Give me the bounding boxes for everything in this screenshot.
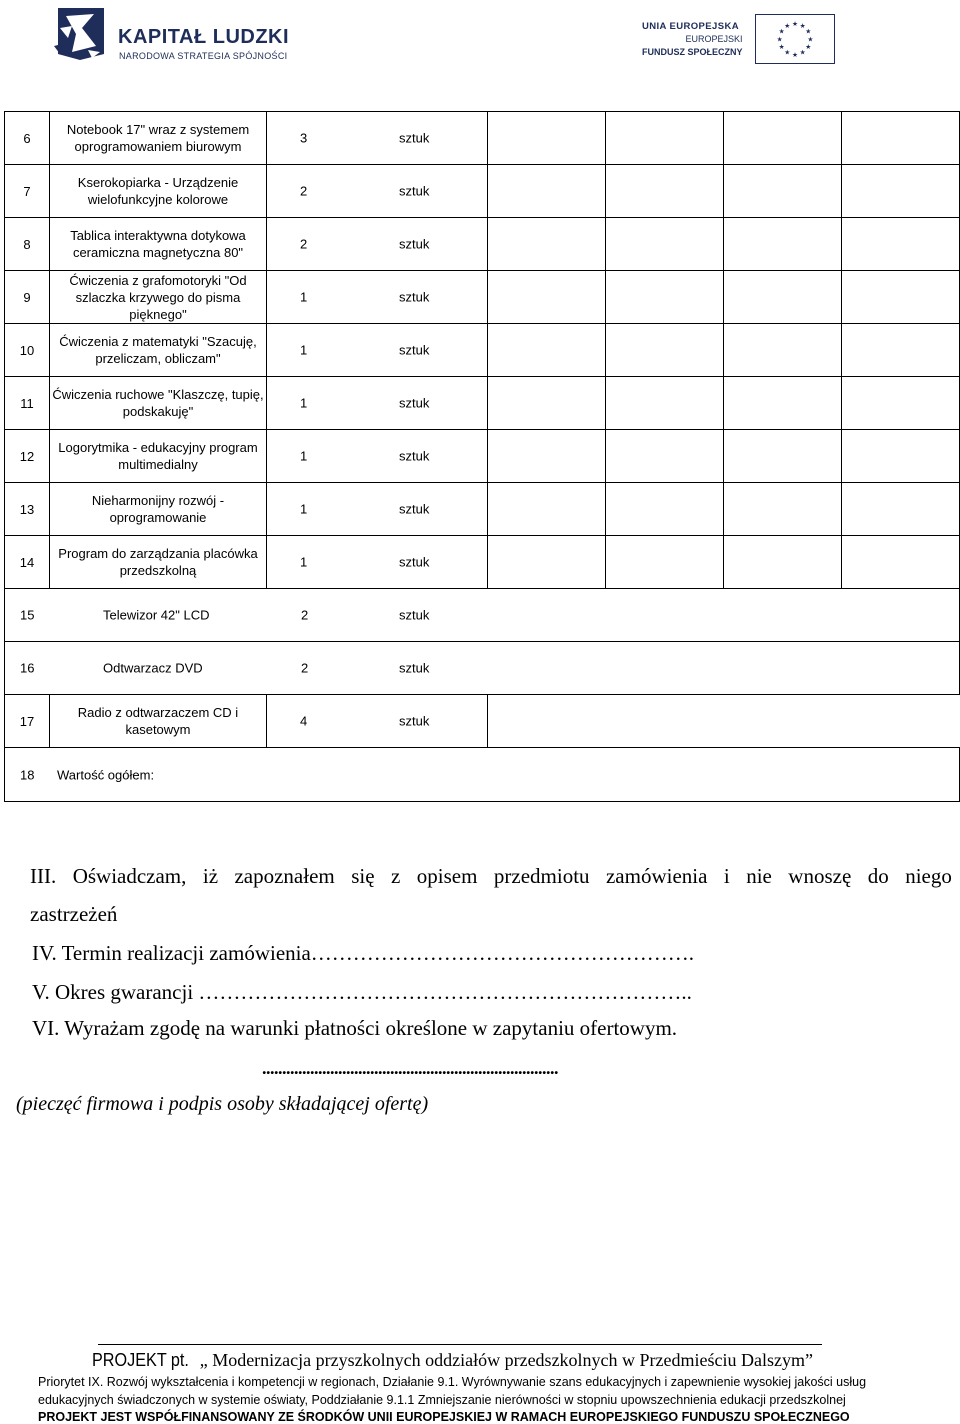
item-name: Tablica interaktywna dotykowa ceramiczna magnetyczna 80" bbox=[50, 218, 267, 271]
item-quantity-cell bbox=[267, 536, 488, 589]
table-row bbox=[5, 112, 960, 165]
item-name: Ćwiczenia z matematyki "Szacuję, przeliczam, obliczam" bbox=[50, 324, 267, 377]
item-unit: sztuk bbox=[399, 236, 430, 252]
item-name: Telewizor 42" LCD bbox=[103, 607, 210, 623]
item-number: 12 bbox=[5, 430, 50, 483]
logo-title: KAPITAŁ LUDZKI bbox=[118, 26, 290, 48]
table-row bbox=[5, 642, 960, 695]
empty-cell bbox=[606, 165, 724, 218]
footer-cofinancing-notice: PROJEKT JEST WSPÓŁFINANSOWANY ZE ŚRODKÓW UNII EUROPEJSKIEJ W RAMACH EUROPEJSKIEGO FUNDUSZU SPOŁECZNEGO bbox=[38, 1410, 850, 1424]
item-quantity: 4 bbox=[300, 713, 308, 729]
item-quantity-cell bbox=[267, 218, 488, 271]
item-name: Notebook 17" wraz z systemem oprogramowaniem biurowym bbox=[50, 112, 267, 165]
empty-cell bbox=[606, 483, 724, 536]
item-unit: sztuk bbox=[399, 660, 430, 676]
item-quantity-cell bbox=[267, 271, 488, 324]
eu-star-icon: ★ bbox=[807, 35, 814, 44]
statement-word: i bbox=[723, 864, 730, 888]
item-quantity: 1 bbox=[300, 554, 308, 570]
items-table bbox=[4, 111, 960, 802]
total-label: Wartość ogółem: bbox=[57, 767, 155, 782]
table-row bbox=[5, 589, 960, 642]
logo-subtitle: NARODOWA STRATEGIA SPÓJNOŚCI bbox=[119, 51, 288, 61]
eu-star-icon: ★ bbox=[791, 50, 799, 59]
table-row bbox=[5, 695, 960, 748]
eu-logo-line2: EUROPEJSKI bbox=[685, 34, 743, 44]
table-row bbox=[5, 271, 960, 324]
item-unit: sztuk bbox=[399, 554, 430, 570]
eu-star-icon: ★ bbox=[805, 43, 812, 52]
item-number: 18 bbox=[20, 767, 35, 782]
empty-cell bbox=[842, 165, 960, 218]
empty-cell bbox=[488, 536, 606, 589]
empty-cell bbox=[724, 377, 842, 430]
item-quantity-cell bbox=[267, 695, 488, 748]
empty-cell bbox=[842, 112, 960, 165]
empty-cell bbox=[842, 324, 960, 377]
eu-star-icon: ★ bbox=[784, 22, 791, 31]
eu-star-icon: ★ bbox=[791, 20, 799, 29]
empty-cell bbox=[488, 430, 606, 483]
empty-cell bbox=[606, 377, 724, 430]
empty-cell bbox=[606, 324, 724, 377]
footer-divider bbox=[98, 1344, 822, 1345]
signature-line: .......................................................................... bbox=[262, 1058, 558, 1078]
merged-row-cell bbox=[5, 589, 960, 642]
item-quantity-cell bbox=[267, 483, 488, 536]
empty-cell bbox=[488, 218, 606, 271]
item-quantity-cell bbox=[267, 324, 488, 377]
item-quantity-cell bbox=[267, 377, 488, 430]
empty-cell bbox=[488, 483, 606, 536]
statement-word: zamówienia bbox=[605, 864, 708, 888]
item-number: 15 bbox=[20, 607, 35, 623]
item-quantity-cell bbox=[267, 112, 488, 165]
item-name: Logorytmika - edukacyjny program multimedialny bbox=[50, 430, 267, 483]
empty-cell bbox=[724, 536, 842, 589]
item-quantity: 1 bbox=[300, 289, 308, 305]
item-quantity: 2 bbox=[301, 660, 309, 676]
item-name: Ćwiczenia z grafomotoryki "Od szlaczka krzywego do pisma pięknego" bbox=[50, 271, 267, 324]
item-unit: sztuk bbox=[399, 183, 430, 199]
item-name: Ćwiczenia ruchowe "Klaszczę, tupię, podskakuję" bbox=[50, 377, 267, 430]
empty-cell bbox=[488, 112, 606, 165]
kapital-ludzki-emblem-icon bbox=[52, 6, 106, 62]
item-quantity: 2 bbox=[300, 183, 308, 199]
statement-word: iż bbox=[202, 864, 219, 888]
signature-caption: (pieczęć firmowa i podpis osoby składającej ofertę) bbox=[16, 1093, 429, 1115]
item-number: 14 bbox=[5, 536, 50, 589]
table-row bbox=[5, 165, 960, 218]
item-unit: sztuk bbox=[399, 713, 430, 729]
statement-word: III. bbox=[30, 864, 57, 888]
table-row bbox=[5, 324, 960, 377]
empty-cell bbox=[488, 695, 960, 748]
item-number: 8 bbox=[5, 218, 50, 271]
item-name: Kserokopiarka - Urządzenie wielofunkcyjne kolorowe bbox=[50, 165, 267, 218]
statement-word: Oświadczam, bbox=[72, 864, 187, 888]
item-quantity: 1 bbox=[300, 342, 308, 358]
eu-star-icon: ★ bbox=[776, 35, 783, 44]
empty-cell bbox=[842, 430, 960, 483]
eu-star-icon: ★ bbox=[778, 43, 785, 52]
statement-word: wnoszę bbox=[788, 864, 852, 888]
statement-word: nie bbox=[746, 864, 772, 888]
kapital-ludzki-logo bbox=[52, 6, 302, 70]
table-row bbox=[5, 536, 960, 589]
item-unit: sztuk bbox=[399, 448, 430, 464]
eu-logo-line3: FUNDUSZ SPOŁECZNY bbox=[642, 47, 743, 57]
item-quantity: 3 bbox=[300, 130, 308, 146]
empty-cell bbox=[488, 324, 606, 377]
empty-cell bbox=[842, 218, 960, 271]
eu-logo-line1: UNIA EUROPEJSKA bbox=[642, 21, 739, 32]
empty-cell bbox=[724, 483, 842, 536]
statement-iii bbox=[30, 864, 952, 889]
item-number: 13 bbox=[5, 483, 50, 536]
empty-cell bbox=[724, 324, 842, 377]
statement-word: niego bbox=[905, 864, 952, 888]
item-name: Nieharmonijny rozwój - oprogramowanie bbox=[50, 483, 267, 536]
statement-word: z bbox=[390, 864, 401, 888]
table-total-row bbox=[5, 748, 960, 802]
item-number: 7 bbox=[5, 165, 50, 218]
eu-star-icon: ★ bbox=[799, 48, 806, 57]
empty-cell bbox=[842, 536, 960, 589]
empty-cell bbox=[724, 112, 842, 165]
item-number: 17 bbox=[5, 695, 50, 748]
statement-v: V. Okres gwarancji …………………………………………………………….. bbox=[32, 980, 692, 1004]
item-unit: sztuk bbox=[399, 395, 430, 411]
footer-project-name: „ Modernizacja przyszkolnych oddziałów przedszkolnych w Przedmieściu Dalszym” bbox=[199, 1350, 813, 1370]
item-quantity-cell bbox=[267, 430, 488, 483]
footer-priority-line-2: edukacyjnych świadczonych w systemie oświaty, Poddziałanie 9.1.1 Zmniejszanie nierówności w stopniu upowszechnienia edukacji przedszkolnej bbox=[38, 1393, 846, 1407]
statement-word: zapoznałem bbox=[234, 864, 335, 888]
statement-word: do bbox=[867, 864, 889, 888]
statement-word: przedmiotu bbox=[493, 864, 590, 888]
empty-cell bbox=[606, 112, 724, 165]
table-row bbox=[5, 218, 960, 271]
empty-cell bbox=[724, 430, 842, 483]
item-quantity-cell bbox=[267, 165, 488, 218]
empty-cell bbox=[488, 377, 606, 430]
item-quantity: 2 bbox=[300, 236, 308, 252]
item-quantity: 1 bbox=[300, 501, 308, 517]
empty-cell bbox=[724, 271, 842, 324]
statement-vi: VI. Wyrażam zgodę na warunki płatności określone w zapytaniu ofertowym. bbox=[32, 1016, 678, 1040]
empty-cell bbox=[842, 483, 960, 536]
table-row bbox=[5, 483, 960, 536]
statement-iii-continuation: zastrzeżeń bbox=[30, 902, 118, 926]
item-number: 11 bbox=[5, 377, 50, 430]
item-quantity: 2 bbox=[301, 607, 309, 623]
merged-row-cell bbox=[5, 642, 960, 695]
item-name: Program do zarządzania placówka przedszkolną bbox=[50, 536, 267, 589]
eu-star-icon: ★ bbox=[805, 27, 812, 36]
empty-cell bbox=[606, 218, 724, 271]
empty-cell bbox=[488, 165, 606, 218]
item-unit: sztuk bbox=[399, 342, 430, 358]
item-number: 16 bbox=[20, 660, 35, 676]
empty-cell bbox=[724, 218, 842, 271]
item-unit: sztuk bbox=[399, 501, 430, 517]
item-quantity: 1 bbox=[300, 395, 308, 411]
empty-cell bbox=[606, 536, 724, 589]
eu-flag-icon bbox=[755, 14, 835, 64]
item-number: 9 bbox=[5, 271, 50, 324]
empty-cell bbox=[724, 165, 842, 218]
item-quantity: 1 bbox=[300, 448, 308, 464]
statement-iv: IV. Termin realizacji zamówienia………………………………………………. bbox=[32, 941, 695, 965]
eu-star-icon: ★ bbox=[784, 48, 791, 57]
statement-word: opisem bbox=[416, 864, 478, 888]
empty-cell bbox=[842, 271, 960, 324]
item-name: Radio z odtwarzaczem CD i kasetowym bbox=[50, 695, 267, 748]
item-number: 10 bbox=[5, 324, 50, 377]
item-unit: sztuk bbox=[399, 130, 430, 146]
eu-star-icon: ★ bbox=[799, 22, 806, 31]
eu-logo-text bbox=[642, 20, 743, 59]
footer-project-title bbox=[92, 1350, 813, 1371]
total-cell bbox=[5, 748, 960, 802]
item-number: 6 bbox=[5, 112, 50, 165]
empty-cell bbox=[842, 377, 960, 430]
table-row bbox=[5, 430, 960, 483]
statement-word: się bbox=[351, 864, 375, 888]
footer-project-prefix: PROJEKT pt. bbox=[92, 1350, 189, 1370]
empty-cell bbox=[606, 271, 724, 324]
eu-logo bbox=[640, 14, 846, 64]
footer-priority-line-1: Priorytet IX. Rozwój wykształcenia i kompetencji w regionach, Działanie 9.1. Wyrównywanie szans edukacyjnych i zapewnienie wysokiej jakości usług bbox=[38, 1375, 867, 1389]
table-row bbox=[5, 377, 960, 430]
empty-cell bbox=[488, 271, 606, 324]
item-name: Odtwarzacz DVD bbox=[103, 660, 203, 676]
eu-star-icon: ★ bbox=[778, 27, 785, 36]
item-unit: sztuk bbox=[399, 607, 430, 623]
empty-cell bbox=[606, 430, 724, 483]
item-unit: sztuk bbox=[399, 289, 430, 305]
